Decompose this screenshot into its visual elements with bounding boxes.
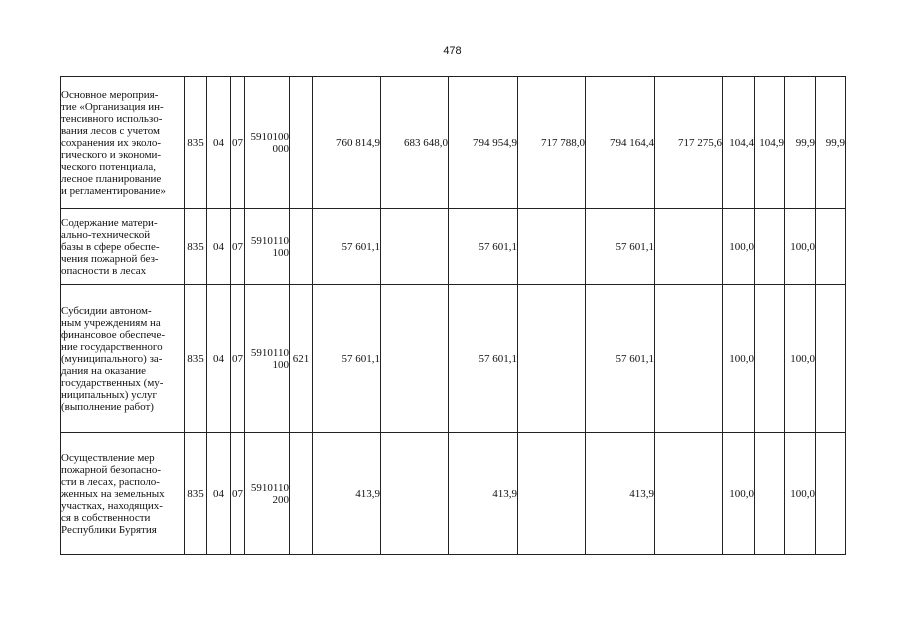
section-code: 04 bbox=[207, 209, 231, 285]
expense-type bbox=[290, 433, 313, 555]
value-cell: 717 275,6 bbox=[655, 77, 723, 209]
value-cell: 794 954,9 bbox=[449, 77, 518, 209]
expense-type bbox=[290, 77, 313, 209]
page-number: 478 bbox=[443, 45, 462, 57]
value-cell: 57 601,1 bbox=[449, 209, 518, 285]
table-row bbox=[61, 285, 846, 433]
value-cell: 760 814,9 bbox=[313, 77, 381, 209]
value-cell: 717 788,0 bbox=[518, 77, 586, 209]
subsection-code: 07 bbox=[231, 77, 245, 209]
percent-cell bbox=[816, 285, 846, 433]
table-row bbox=[61, 209, 846, 285]
percent-cell: 104,9 bbox=[755, 77, 785, 209]
percent-cell: 100,0 bbox=[785, 209, 816, 285]
target-code bbox=[245, 77, 290, 209]
row-name: Содержание матери- ально-технической базы в сфере обеспе- чения пожарной без- опасности в лесах bbox=[61, 209, 185, 285]
value-cell bbox=[518, 433, 586, 555]
target-code bbox=[245, 433, 290, 555]
percent-cell bbox=[816, 433, 846, 555]
section-code: 04 bbox=[207, 285, 231, 433]
value-cell bbox=[381, 209, 449, 285]
value-cell: 57 601,1 bbox=[449, 285, 518, 433]
target-code bbox=[245, 209, 290, 285]
section-code: 04 bbox=[207, 433, 231, 555]
value-cell: 683 648,0 bbox=[381, 77, 449, 209]
row-name: Субсидии автоном- ным учреждениям на финансовое обеспече- ние государственного (муниципального) за- дания на оказание государственных (му- ниципальных) услуг (выполнение работ) bbox=[61, 285, 185, 433]
grbs-code: 835 bbox=[185, 433, 207, 555]
target-code-line2: 200 bbox=[272, 493, 289, 506]
percent-cell: 100,0 bbox=[785, 433, 816, 555]
row-name: Осуществление мер пожарной безопасно- сти в лесах, располо- женных на земельных участках, находящих- ся в собственности Республики Бурятия bbox=[61, 433, 185, 555]
percent-cell: 100,0 bbox=[723, 209, 755, 285]
target-code-line2: 000 bbox=[272, 142, 289, 155]
value-cell: 413,9 bbox=[586, 433, 655, 555]
target-code-line2: 100 bbox=[272, 358, 289, 371]
target-code-line1: 5910110 bbox=[250, 234, 289, 247]
budget-table bbox=[60, 76, 846, 555]
value-cell: 413,9 bbox=[449, 433, 518, 555]
table-row bbox=[61, 433, 846, 555]
target-code-line1: 5910100 bbox=[250, 130, 289, 143]
percent-cell: 99,9 bbox=[785, 77, 816, 209]
subsection-code: 07 bbox=[231, 433, 245, 555]
value-cell: 57 601,1 bbox=[313, 285, 381, 433]
grbs-code: 835 bbox=[185, 209, 207, 285]
value-cell bbox=[381, 285, 449, 433]
grbs-code: 835 bbox=[185, 285, 207, 433]
value-cell bbox=[518, 209, 586, 285]
percent-cell bbox=[755, 433, 785, 555]
value-cell bbox=[381, 433, 449, 555]
expense-type bbox=[290, 209, 313, 285]
grbs-code: 835 bbox=[185, 77, 207, 209]
target-code-line1: 5910110 bbox=[250, 346, 289, 359]
percent-cell bbox=[755, 285, 785, 433]
value-cell bbox=[655, 285, 723, 433]
value-cell: 794 164,4 bbox=[586, 77, 655, 209]
expense-type: 621 bbox=[290, 285, 313, 433]
percent-cell: 100,0 bbox=[723, 433, 755, 555]
target-code bbox=[245, 285, 290, 433]
value-cell: 413,9 bbox=[313, 433, 381, 555]
value-cell: 57 601,1 bbox=[586, 209, 655, 285]
row-name: Основное мероприя- тие «Организация ин- тенсивного использо- вания лесов с учетом сохранения их эколо- гического и экономи- ческого потенциала, лесное планирование и регламентирование» bbox=[61, 77, 185, 209]
subsection-code: 07 bbox=[231, 285, 245, 433]
value-cell: 57 601,1 bbox=[586, 285, 655, 433]
table-row bbox=[61, 77, 846, 209]
percent-cell: 100,0 bbox=[723, 285, 755, 433]
value-cell: 57 601,1 bbox=[313, 209, 381, 285]
value-cell bbox=[655, 209, 723, 285]
percent-cell bbox=[816, 209, 846, 285]
percent-cell bbox=[755, 209, 785, 285]
percent-cell: 104,4 bbox=[723, 77, 755, 209]
subsection-code: 07 bbox=[231, 209, 245, 285]
section-code: 04 bbox=[207, 77, 231, 209]
percent-cell: 99,9 bbox=[816, 77, 846, 209]
value-cell bbox=[655, 433, 723, 555]
percent-cell: 100,0 bbox=[785, 285, 816, 433]
value-cell bbox=[518, 285, 586, 433]
target-code-line1: 5910110 bbox=[250, 481, 289, 494]
target-code-line2: 100 bbox=[272, 246, 289, 259]
